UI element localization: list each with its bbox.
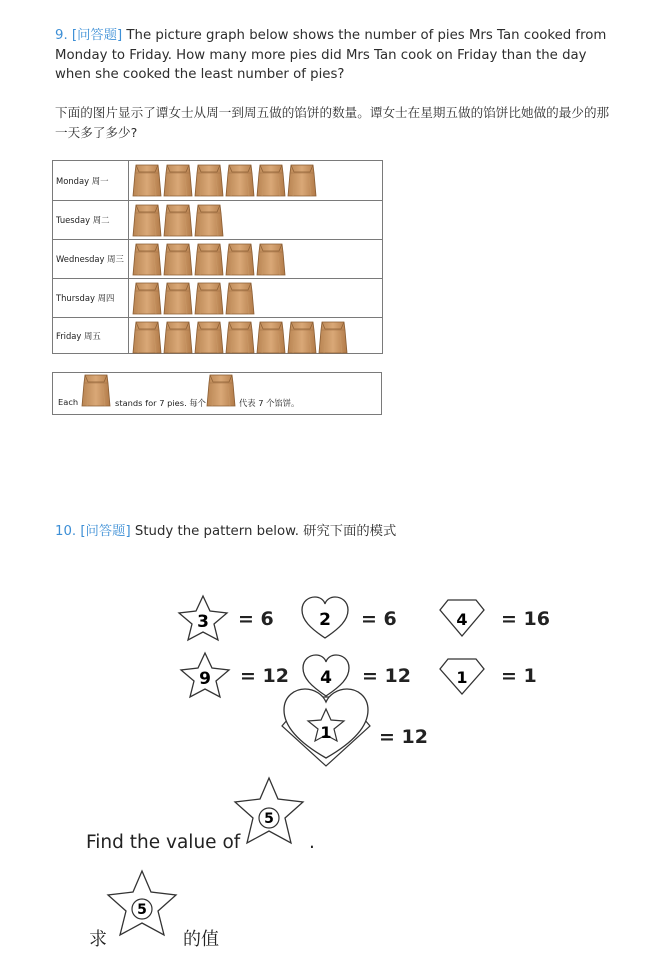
paper-bag-icon bbox=[194, 203, 224, 237]
day-label: Wednesday 周三 bbox=[53, 240, 129, 278]
equation-result: = 6 bbox=[361, 608, 397, 630]
find-zh-prefix: 求 bbox=[89, 929, 107, 950]
paper-bag-icon bbox=[287, 163, 317, 197]
paper-bag-icon bbox=[194, 242, 224, 276]
heart-icon bbox=[302, 597, 348, 638]
paper-bag-icon bbox=[132, 281, 162, 315]
picture-graph bbox=[52, 160, 383, 354]
key-stands-text: stands for 7 pies. 每个 bbox=[115, 398, 206, 408]
find-zh-suffix: 的值 bbox=[183, 929, 219, 950]
question-10-number: 10. [问答题] bbox=[55, 524, 131, 539]
paper-bag-icon bbox=[163, 242, 193, 276]
heart-number: 4 bbox=[320, 668, 332, 688]
question-9-number: 9. [问答题] bbox=[55, 28, 123, 43]
paper-bag-icon bbox=[132, 163, 162, 197]
paper-bag-icon bbox=[225, 281, 255, 315]
paper-bag-icon bbox=[194, 281, 224, 315]
graph-key bbox=[52, 372, 382, 415]
table-row bbox=[53, 161, 382, 200]
paper-bag-icon bbox=[225, 163, 255, 197]
equation-result: = 12 bbox=[362, 665, 411, 687]
day-label: Friday 周五 bbox=[53, 318, 129, 354]
diamond-number: 4 bbox=[456, 610, 468, 629]
day-label: Monday 周一 bbox=[53, 161, 129, 200]
equation-result: = 12 bbox=[379, 726, 428, 748]
star-number: 3 bbox=[197, 612, 209, 632]
table-row bbox=[53, 317, 382, 354]
paper-bag-icon bbox=[132, 320, 162, 354]
paper-bag-icon bbox=[287, 320, 317, 354]
star-icon bbox=[108, 871, 176, 935]
question-9-english: The picture graph below shows the number of pies Mrs Tan cooked from Monday to Friday. How many more pies did Mrs Tan cook on Friday than the day when she cooked the least number of pies? bbox=[55, 28, 607, 82]
paper-bag-icon bbox=[318, 320, 348, 354]
question-9-chinese: 下面的图片显示了谭女士从周一到周五做的馅饼的数量。谭女士在星期五做的馅饼比她做的最少的那一天多了多少? bbox=[55, 105, 610, 140]
key-zh-text: 代表 7 个馅饼。 bbox=[239, 398, 300, 408]
combo-number: 1 bbox=[320, 723, 332, 742]
paper-bag-icon bbox=[256, 320, 286, 354]
day-label: Thursday 周四 bbox=[53, 279, 129, 317]
equation-result: = 12 bbox=[240, 665, 289, 687]
find-number: 5 bbox=[137, 902, 147, 918]
paper-bag-icon bbox=[194, 163, 224, 197]
paper-bag-icon bbox=[132, 203, 162, 237]
heart-star-combo-icon bbox=[282, 689, 370, 766]
paper-bag-icon bbox=[81, 373, 111, 407]
day-label: Tuesday 周二 bbox=[53, 201, 129, 239]
find-value-text: Find the value of bbox=[86, 832, 241, 853]
paper-bag-icon bbox=[163, 163, 193, 197]
table-row bbox=[53, 278, 382, 317]
pattern-figure bbox=[0, 580, 665, 971]
question-10-prompt: Study the pattern below. 研究下面的模式 bbox=[134, 524, 397, 539]
question-9-text bbox=[55, 26, 615, 85]
paper-bag-icon bbox=[163, 281, 193, 315]
paper-bag-icon bbox=[256, 242, 286, 276]
heart-number: 2 bbox=[319, 610, 331, 630]
equation-result: = 6 bbox=[238, 608, 274, 630]
diamond-number: 1 bbox=[456, 668, 468, 687]
star-icon bbox=[181, 653, 229, 697]
paper-bag-icon bbox=[256, 163, 286, 197]
paper-bag-icon bbox=[206, 373, 236, 407]
star-icon bbox=[179, 596, 227, 640]
paper-bag-icon bbox=[194, 320, 224, 354]
paper-bag-icon bbox=[132, 242, 162, 276]
paper-bag-icon bbox=[163, 320, 193, 354]
star-number: 9 bbox=[199, 669, 211, 689]
diamond-icon bbox=[440, 600, 484, 636]
diamond-icon bbox=[440, 659, 484, 694]
find-period: . bbox=[309, 832, 315, 853]
equation-result: = 1 bbox=[501, 665, 537, 687]
key-each-text: Each bbox=[58, 397, 79, 407]
paper-bag-icon bbox=[225, 242, 255, 276]
star-icon bbox=[235, 778, 303, 843]
table-row bbox=[53, 239, 382, 278]
paper-bag-icon bbox=[225, 320, 255, 354]
table-row bbox=[53, 200, 382, 239]
equation-result: = 16 bbox=[501, 608, 550, 630]
find-number: 5 bbox=[264, 811, 274, 827]
question-10-text bbox=[55, 520, 396, 539]
paper-bag-icon bbox=[163, 203, 193, 237]
